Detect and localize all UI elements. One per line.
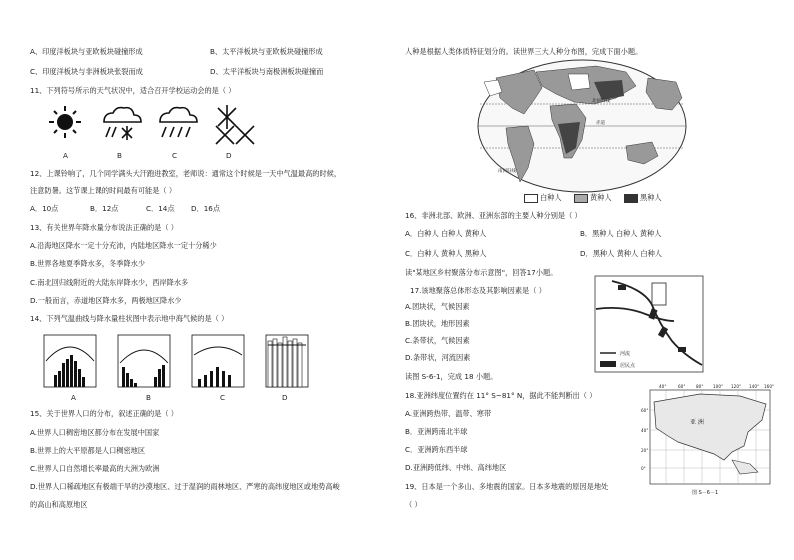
asia-lon-80: 80° [696,384,704,389]
q13-option-a: A.沿海地区降水一定十分充沛，内陆地区降水一定十分稀少 [30,241,217,250]
q11-stem: 11、下列符号所示的天气状况中，适合召开学校运动会的是（ ） [30,86,236,95]
q15-option-b: B.世界上的大平原都是人口稠密地区 [30,446,146,455]
climate-chart-b [118,335,170,387]
asia-lon-120: 120° [731,384,742,389]
q13-option-d: D.一般而言，赤道地区降水多，两极地区降水少 [30,296,182,305]
q18-option-d: D.亚洲跨低纬、中纬、高纬地区 [405,463,507,472]
asia-lat-20: 20° [641,448,649,453]
q16-stem: 16、非洲北部、欧洲、亚洲东部的主要人种分别是（ ） [405,211,582,220]
asia-lon-140: 140° [749,384,760,389]
map-label-tropic-cancer: 北回归线 [592,99,610,104]
q12-stem-line2: 注意防暑。这节课上课的时间最有可能是（ ） [30,186,177,195]
q12-option-b: B．12点 [90,204,119,213]
q14-label-c: C [220,393,226,402]
q12-option-c: C．14点 [146,204,175,213]
settlement-map [594,275,704,373]
q17-option-d: D.条带状，河流因素 [405,353,471,362]
asia-lon-160: 160° [764,384,775,389]
q16-option-c: C．白种人 黄种人 黑种人 [405,249,487,258]
settlement-legend-settlement: 居民点 [620,363,636,369]
q12-option-d: D．16点 [191,204,221,213]
q18-option-b: B．亚洲跨南北半球 [405,427,468,436]
q17-option-a: A.团块状，气候因素 [405,302,470,311]
race-legend [524,193,674,203]
q14-label-a: A [71,393,76,402]
q15-stem: 15、关于世界人口的分布，叙述正确的是（ ） [30,409,178,418]
q16-option-b: B．黑种人 白种人 黄种人 [580,229,662,238]
settlement-legend-river: 河流 [620,351,631,357]
legend-label-black: 黑种人 [640,193,662,202]
asia-map [640,380,780,498]
map-label-tropic-capricorn: 南回归线 [498,169,516,174]
q14-label-b: B [146,393,151,402]
q16-option-a: A．白种人 白种人 黄种人 [405,229,487,238]
asia-lat-0: 0° [641,466,646,471]
asia-lat-40: 40° [641,428,649,433]
climate-chart-d [266,335,308,387]
q15-option-d-line1: D.世界人口稀疏地区有极端干旱的沙漠地区、过于湿润的雨林地区、严寒的高纬度地区或地势高峻 [30,482,340,491]
q10-option-d: D、太平洋板块与南极洲板块碰撞而 [210,67,324,76]
asia-lat-60: 60° [641,408,649,413]
legend-label-white: 白种人 [540,193,562,202]
q18-stem: 18.亚洲纬度位置约在 11° S~81° N，据此不能判断出（ ） [405,391,597,400]
legend-label-yellow: 黄种人 [590,193,612,202]
climate-chart-a [44,335,96,387]
snow-icon [216,105,254,144]
rain-icon [160,108,197,137]
map-label-equator: 赤道 [596,121,605,126]
legend-swatch-white [524,194,538,203]
q11-label-b: B [117,151,122,160]
legend-swatch-black [624,194,638,203]
q13-stem: 13、有关世界年降水量分布说法正确的是（ ） [30,223,178,232]
q13-option-c: C.南北回归线附近的大陆东岸降水少，西岸降水多 [30,278,189,287]
q11-label-a: A [63,151,68,160]
q18-option-a: A.亚洲跨热带、温带、寒带 [405,409,492,418]
q15-option-a: A.世界人口稠密地区都分布在发展中国家 [30,428,160,437]
asia-lon-40: 40° [659,384,667,389]
race-map [476,58,688,208]
q17-option-b: B.团块状，地形因素 [405,319,470,328]
q17-stem: 17.该地聚落总体形态及其影响因素是（ ） [410,286,546,295]
q10-option-b: B、太平洋板块与亚欧板块碰撞形成 [210,47,323,56]
q17-option-c: C.条带状，气候因素 [405,336,470,345]
settlement-intro: 读"某地区乡村聚落分布示意图"，回答17小题。 [405,268,558,277]
asia-lon-60: 60° [678,384,686,389]
q14-label-d: D [282,393,288,402]
legend-swatch-yellow [574,194,588,203]
weather-icons [40,102,260,146]
q15-option-d-line2: 的高山和高原地区 [30,500,88,509]
q13-option-b: B.世界各地夏季降水多，冬季降水少 [30,259,146,268]
q12-option-a: A．10点 [30,204,59,213]
asia-lon-100: 100° [713,384,724,389]
q11-label-d: D [226,151,232,160]
q15-option-c: C.世界人口自然增长率最高的大洲为欧洲 [30,464,160,473]
q12-stem-line1: 12、上课铃响了，几个同学满头大汗跑进教室，老师说：通常这个时候是一天中气温最高的时候， [30,169,342,178]
asia-map-caption: 图 S－6－1 [692,490,719,496]
q10-option-a: A、印度洋板块与亚欧板块碰撞形成 [30,47,143,56]
q19-stem: 19、日本是一个多山、多地震的国家。日本多地震的原因是地处 [405,482,609,491]
asia-intro: 读图 S-6-1，完成 18 小题。 [405,372,498,381]
q16-option-d: D．黑种人 黄种人 白种人 [580,249,662,258]
q18-option-c: C．亚洲跨东西半球 [405,445,468,454]
q14-stem: 14、下列气温曲线与降水量柱状图中表示地中海气候的是（ ） [30,314,229,323]
asia-map-center-label: 亚 洲 [690,419,704,426]
rain-snow-icon [104,108,141,140]
q11-label-c: C [172,151,178,160]
sun-icon [49,106,81,138]
race-intro: 人种是根据人类体质特征划分的。读世界三大人种分布图，完成下面小题。 [405,47,643,56]
climate-chart-c [192,335,244,387]
q19-blank: （ ） [405,500,422,509]
q10-option-c: C、印度洋板块与非洲板块张裂而成 [30,67,143,76]
